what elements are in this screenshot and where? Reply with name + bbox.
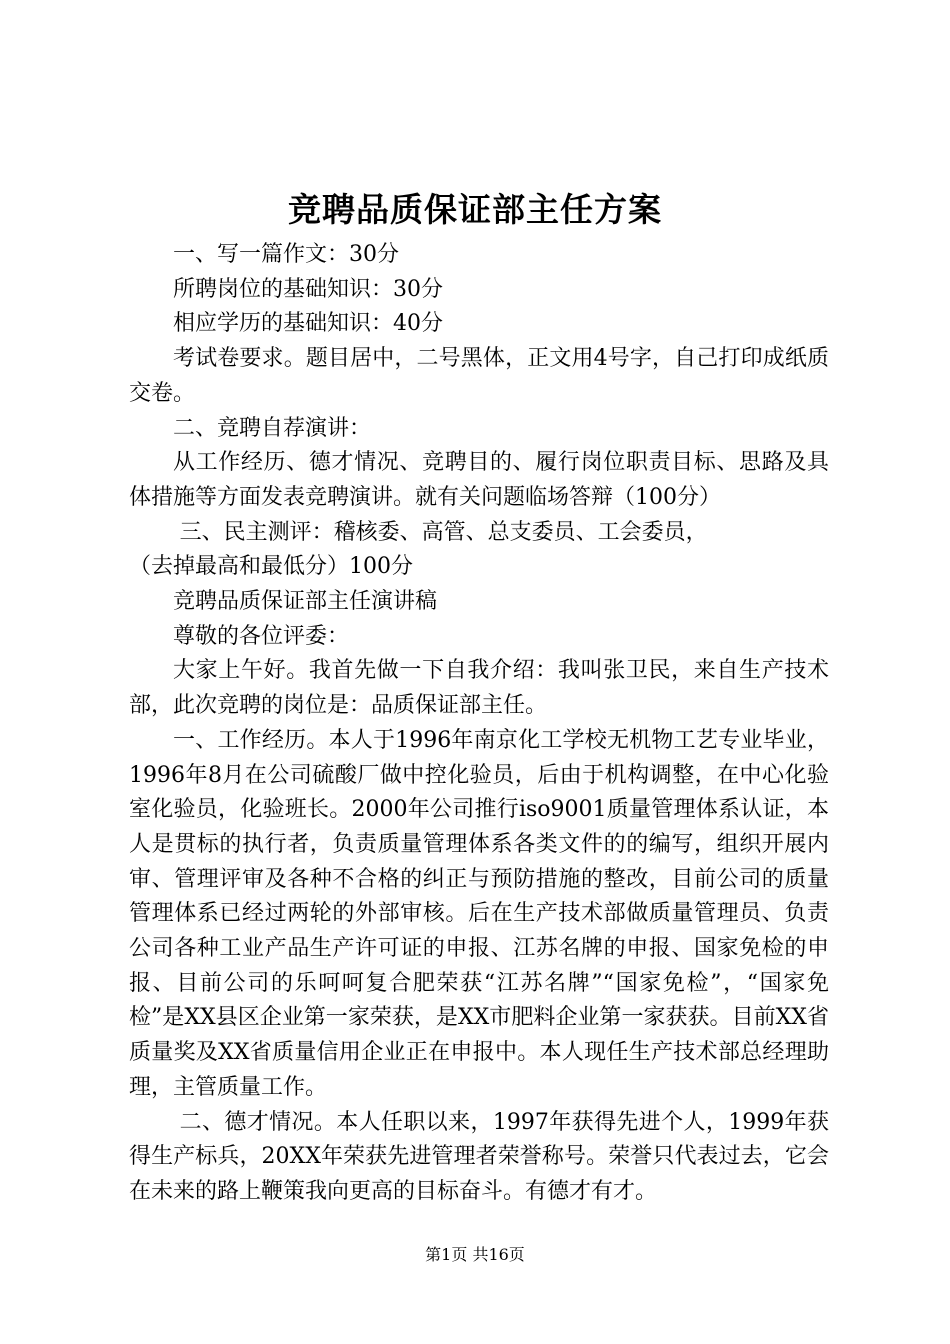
paragraph: 所聘岗位的基础知识：30分 — [173, 276, 443, 302]
paragraph: 一、工作经历。本人于1996年南京化工学校无机物工艺专业毕业，1996年8月在公司硫酸厂做中控化验员，后由于机构调整，在中心化验室化验员，化验班长。2000年公司推行iso9001质量管理体系认证，本人是贯标的执行者，负责质量管理体系各类文件的的编写，组织开展内审、管理评审及各种不合格的纠正与预防措施的整改，目前公司的质量管理体系已经过两轮的外部审核。后在生产技术部做质量管理员、负责公司各种工业产品生产许可证的申报、江苏名牌的申报、国家免检的申报、目前公司的乐呵呵复合肥荣获“江苏名牌”“国家免检”，“国家免检”是XX县区企业第一家荣获，是XX市肥料企业第一家获获。目前XX省质量奖及XX省质量信用企业正在申报中。本人现任生产技术部总经理助理，主管质量工作。 — [129, 727, 829, 1100]
document-body — [129, 238, 829, 1210]
document-title: 竞聘品质保证部主任方案 — [288, 190, 662, 229]
paragraph: （去掉最高和最低分）100分 — [129, 554, 413, 580]
paragraph: 三、民主测评：稽核委、高管、总支委员、工会委员， — [179, 519, 708, 545]
paragraph: 竞聘品质保证部主任演讲稿 — [173, 589, 438, 615]
paragraph: 考试卷要求。题目居中，二号黑体，正文用4号字，自己打印成纸质交卷。 — [129, 346, 829, 406]
page-footer: 第1页 共16页 — [425, 1245, 525, 1264]
paragraph: 一、写一篇作文：30分 — [173, 242, 399, 267]
paragraph: 从工作经历、德才情况、竞聘目的、履行岗位职责目标、思路及具体措施等方面发表竞聘演讲。就有关问题临场答辩（100分） — [129, 450, 829, 510]
paragraph: 二、德才情况。本人任职以来，1997年获得先进个人，1999年获得生产标兵，20XX年荣获先进管理者荣誉称号。荣誉只代表过去，它会在未来的路上鞭策我向更高的目标奋斗。有德才有才。 — [129, 1109, 829, 1204]
paragraph: 大家上午好。我首先做一下自我介绍：我叫张卫民，来自生产技术部，此次竞聘的岗位是：品质保证部主任。 — [129, 658, 829, 719]
paragraph: 相应学历的基础知识：40分 — [173, 311, 443, 337]
paragraph: 二、竞聘自荐演讲： — [173, 415, 372, 441]
paragraph: 尊敬的各位评委： — [173, 623, 350, 649]
